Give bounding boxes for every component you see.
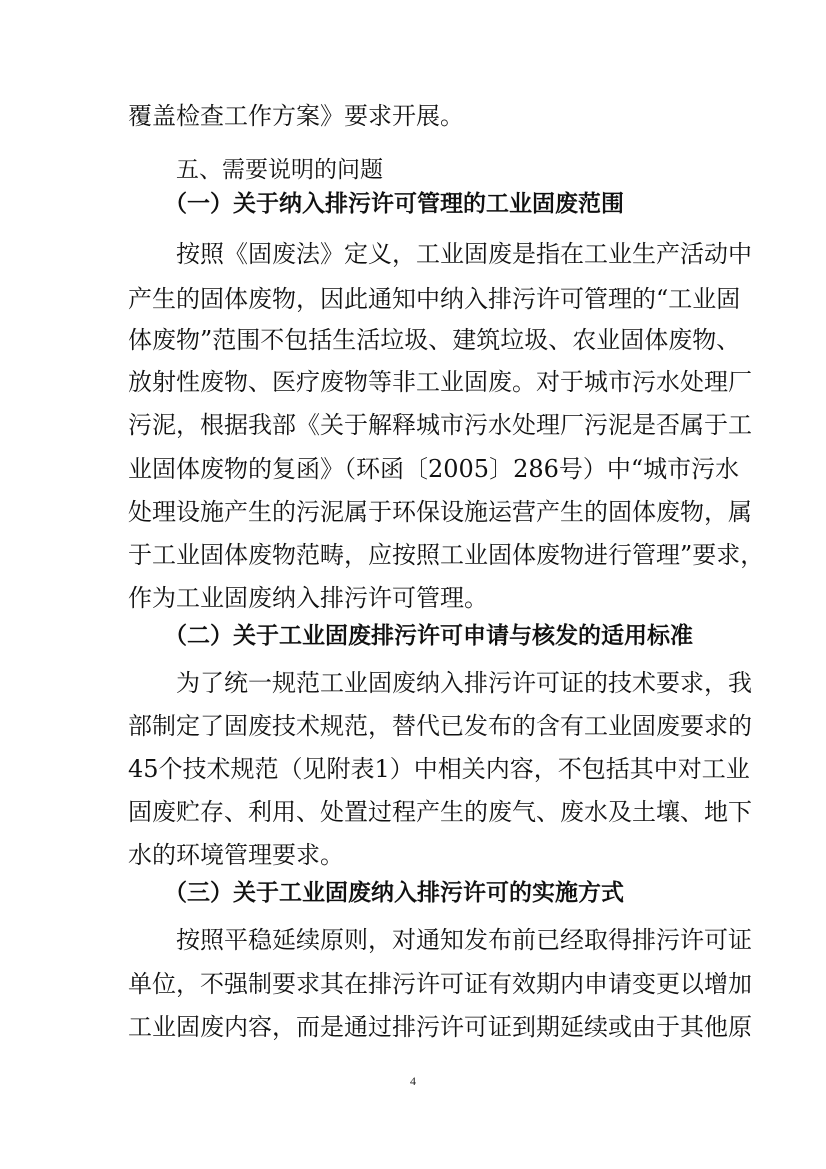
paragraph-line: 放射性废物、医疗废物等非工业固废。对于城市污水处理厂 [128,368,752,396]
paragraph-line: 污泥，根据我部《关于解释城市污水处理厂污泥是否属于工 [128,411,752,439]
paragraph-line: 45个技术规范（见附表1）中相关内容，不包括其中对工业 [128,755,750,783]
paragraph-line: 固废贮存、利用、处置过程产生的废气、废水及土壤、地下 [128,798,752,826]
paragraph-line: 作为工业固废纳入排污许可管理。 [128,584,488,612]
subsection-heading-2: （二）关于工业固废排污许可申请与核发的适用标准 [164,623,693,649]
paragraph-line: 体废物”范围不包括生活垃圾、建筑垃圾、农业固体废物、 [128,326,741,354]
paragraph-line: 部制定了固废技术规范，替代已发布的含有工业固废要求的 [128,712,752,740]
paragraph-line: 为了统一规范工业固废纳入排污许可证的技术要求，我 [176,669,752,697]
paragraph-line: 按照《固废法》定义，工业固废是指在工业生产活动中 [176,240,752,268]
paragraph-line: 于工业固体废物范畴，应按照工业固体废物进行管理”要求， [128,541,765,569]
paragraph-line: 单位，不强制要求其在排污许可证有效期内申请变更以增加 [128,970,752,998]
paragraph-line: 产生的固体废物，因此通知中纳入排污许可管理的“工业固 [128,285,741,313]
paragraph-line: 业固体废物的复函》（环函〔2005〕286号）中“城市污水 [128,455,740,483]
subsection-heading-3: （三）关于工业固废纳入排污许可的实施方式 [164,880,624,906]
paragraph-line: 水的环境管理要求。 [128,841,344,869]
page-number: 4 [410,1074,416,1088]
paragraph-line: 覆盖检查工作方案》要求开展。 [128,102,464,130]
paragraph-line: 处理设施产生的污泥属于环保设施运营产生的固体废物，属 [128,498,752,526]
section-heading: 五、需要说明的问题 [176,157,383,183]
subsection-heading-1: （一）关于纳入排污许可管理的工业固废范围 [164,191,624,217]
paragraph-line: 工业固废内容，而是通过排污许可证到期延续或由于其他原 [128,1013,752,1041]
paragraph-line: 按照平稳延续原则，对通知发布前已经取得排污许可证 [176,926,752,954]
